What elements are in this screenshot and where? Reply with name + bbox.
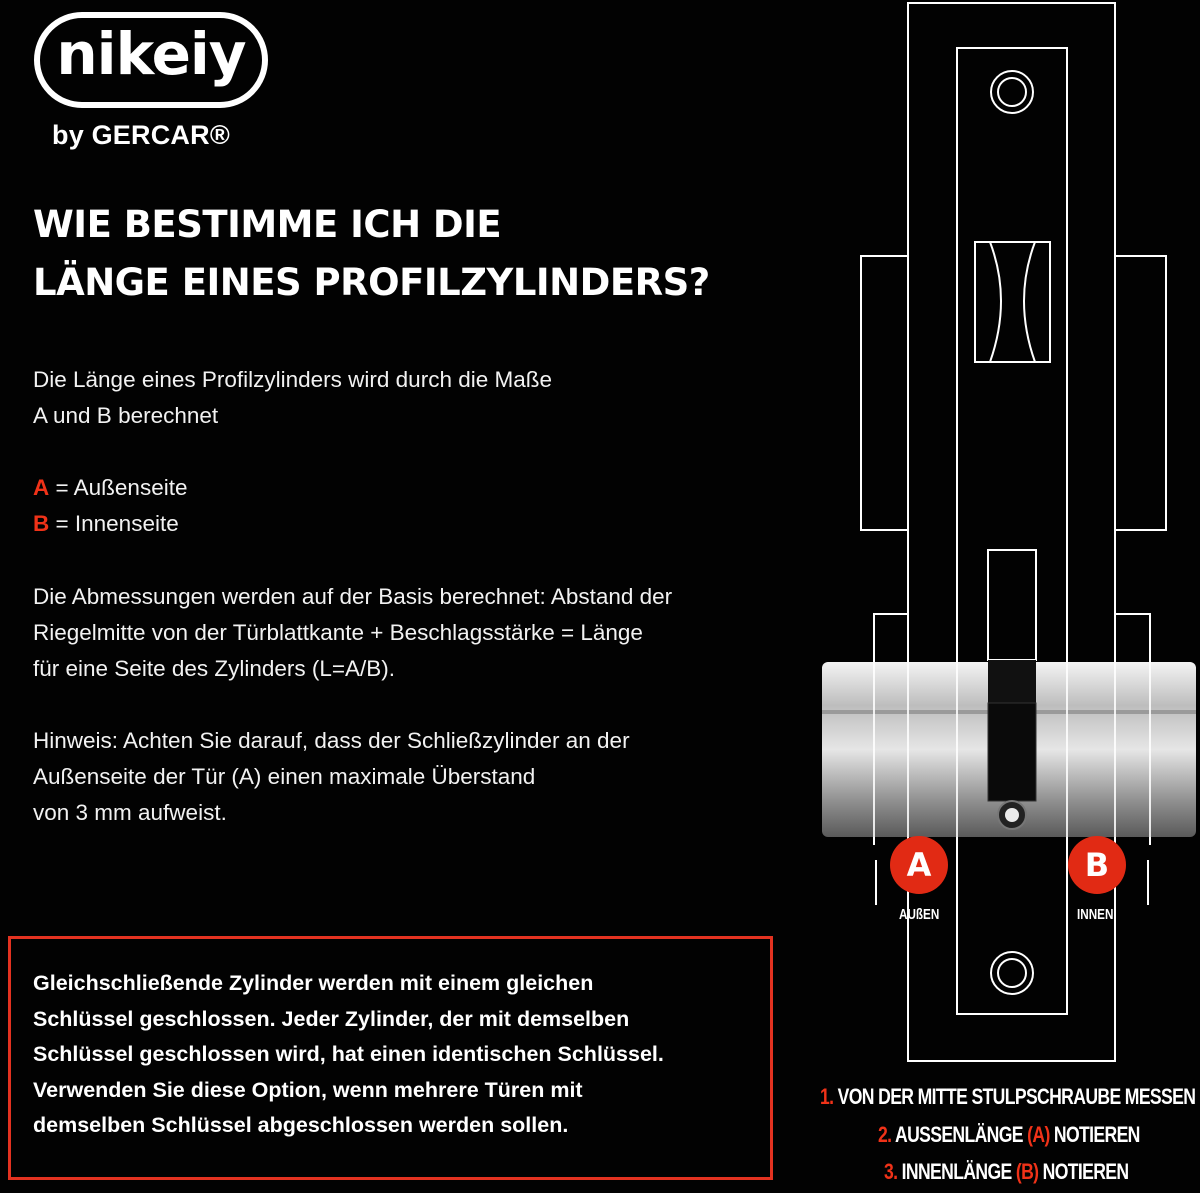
note-line-2: Außenseite der Tür (A) einen maximale Überstand	[33, 764, 536, 789]
intro-line-2: A und B berechnet	[33, 403, 219, 428]
cam-slot	[988, 550, 1036, 660]
note-line-1: Hinweis: Achten Sie darauf, dass der Schließzylinder an der	[33, 728, 630, 753]
latch-bolt	[975, 242, 1050, 362]
step-1-text: VON DER MITTE STULPSCHRAUBE MESSEN	[833, 1084, 1196, 1109]
note-text	[33, 723, 823, 831]
badge-b-label: INNEN	[1077, 906, 1114, 923]
step-3-ref: (B)	[1015, 1159, 1039, 1184]
dimensions-line-3: für eine Seite des Zylinders (L=A/B).	[33, 656, 396, 681]
step-1	[820, 1084, 1195, 1110]
info-line-4: Verwenden Sie diese Option, wenn mehrere Türen mit	[33, 1077, 583, 1102]
step-2-text-post: NOTIEREN	[1049, 1122, 1140, 1147]
legend-item-a	[33, 470, 823, 506]
cylinder-cam	[988, 703, 1036, 801]
lock-diagram	[800, 0, 1200, 1090]
info-line-3: Schlüssel geschlossen wird, hat einen identischen Schlüssel.	[33, 1042, 664, 1066]
legend-key-b: B	[33, 511, 50, 536]
brand-tagline: by GERCAR®	[52, 120, 230, 150]
badge-a: A	[890, 836, 948, 894]
step-2	[878, 1122, 1140, 1148]
info-box-text	[33, 966, 768, 1144]
legend-text-b: = Innenseite	[49, 511, 179, 536]
step-2-ref: (A)	[1027, 1122, 1050, 1147]
cylinder-cam-top	[988, 660, 1036, 703]
strike-wing-right	[1115, 256, 1166, 530]
step-3-number: 3.	[884, 1159, 898, 1184]
step-2-text-pre: AUSSENLÄNGE	[891, 1122, 1028, 1147]
step-1-number: 1.	[820, 1084, 834, 1109]
legend-text-a: = Außenseite	[49, 475, 188, 500]
page-title	[33, 196, 833, 312]
intro-text	[33, 362, 823, 434]
info-line-1: Gleichschließende Zylinder werden mit einem gleichen	[33, 971, 594, 995]
note-line-3: von 3 mm aufweist.	[33, 800, 227, 825]
brand-logo: nikeiy	[56, 20, 246, 88]
strike-wing-left	[861, 256, 908, 530]
top-screw-inner	[998, 78, 1026, 106]
dimensions-text	[33, 579, 823, 687]
cylinder-screw-center	[1005, 808, 1019, 822]
bottom-screw-inner	[998, 959, 1026, 987]
legend	[33, 470, 823, 542]
dimensions-line-1: Die Abmessungen werden auf der Basis berechnet: Abstand der	[33, 584, 673, 609]
dimensions-line-2: Riegelmitte von der Türblattkante + Beschlagsstärke = Länge	[33, 620, 643, 645]
title-line-2: LÄNGE EINES PROFILZYLINDERS?	[33, 261, 710, 304]
step-3-text-pre: INNENLÄNGE	[897, 1159, 1016, 1184]
legend-key-a: A	[33, 475, 50, 500]
badge-a-label: AUßEN	[899, 906, 940, 923]
title-line-1: WIE BESTIMME ICH DIE	[33, 203, 502, 246]
lock-faceplate	[908, 3, 1115, 1061]
lock-inner-plate	[957, 48, 1067, 1014]
info-line-2: Schlüssel geschlossen. Jeder Zylinder, der mit demselben	[33, 1006, 630, 1031]
step-2-number: 2.	[878, 1122, 892, 1147]
info-line-5: demselben Schlüssel abgeschlossen werden sollen.	[33, 1113, 569, 1137]
intro-line-1: Die Länge eines Profilzylinders wird durch die Maße	[33, 367, 552, 392]
step-3-text-post: NOTIEREN	[1038, 1159, 1129, 1184]
legend-item-b	[33, 506, 823, 542]
badge-b: B	[1068, 836, 1126, 894]
step-3	[884, 1159, 1128, 1185]
